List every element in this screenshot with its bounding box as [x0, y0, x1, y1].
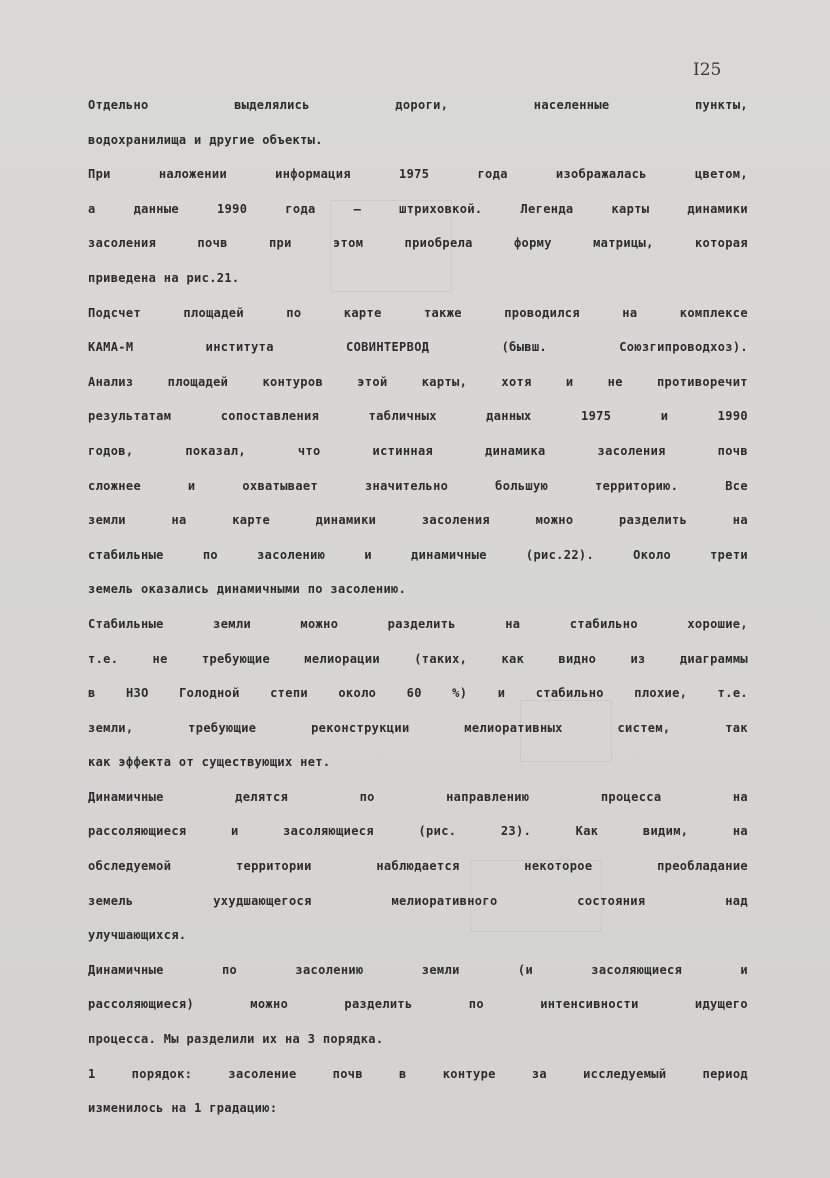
word: которая	[694, 236, 748, 251]
word: и	[230, 824, 239, 839]
word: (рис.22).	[525, 547, 595, 562]
word: идущего	[694, 997, 748, 1012]
word: цветом,	[694, 167, 748, 182]
word: почв	[332, 1066, 363, 1081]
word: приведена	[88, 270, 164, 285]
word: рассоляющиеся	[88, 824, 187, 839]
word: и	[364, 547, 372, 562]
word: территорию.	[595, 478, 679, 493]
word: большую	[495, 478, 549, 493]
word: рассоляющиеся)	[88, 997, 195, 1012]
word: период	[702, 1066, 748, 1081]
word: засоления	[597, 443, 666, 458]
word: на	[622, 305, 638, 320]
word: института	[205, 340, 274, 355]
text-line	[88, 267, 748, 302]
word: карте	[343, 305, 382, 320]
word: в	[88, 686, 96, 701]
word: не	[152, 651, 168, 666]
word: Стабильные	[88, 616, 164, 631]
word: Динамичные	[88, 962, 164, 977]
word: можно	[300, 616, 339, 631]
word: состояния	[577, 893, 646, 908]
word: данных	[486, 409, 532, 424]
text-line	[88, 198, 748, 233]
word: при	[268, 236, 292, 251]
word: засоления	[88, 236, 157, 251]
word: некоторое	[524, 859, 593, 874]
text-line	[88, 475, 748, 510]
word: СОВИНТЕРВОД	[346, 340, 430, 355]
word: информация	[275, 167, 351, 182]
word: порядок:	[131, 1066, 193, 1081]
word: засоляющиеся	[591, 962, 683, 977]
word: требующие	[201, 651, 271, 666]
text-line	[88, 751, 748, 786]
word: так	[725, 720, 748, 735]
word: можно	[250, 997, 289, 1012]
text-line	[88, 94, 748, 129]
word: их	[262, 1032, 285, 1047]
word: (рис.	[418, 824, 457, 839]
word: результатам	[88, 409, 172, 424]
word: приобрела	[404, 236, 473, 251]
word: эффекта	[118, 755, 179, 770]
word: 1990	[217, 201, 248, 216]
word: в	[399, 1066, 407, 1081]
word: от	[178, 755, 202, 770]
word: 1975	[399, 167, 430, 182]
word: динамика	[485, 443, 546, 458]
word: также	[423, 305, 462, 320]
word: градацию:	[209, 1101, 278, 1116]
word: карты,	[421, 374, 468, 389]
word: и	[565, 374, 574, 389]
word: около	[338, 686, 377, 701]
text-line	[88, 1097, 748, 1132]
word: разделить	[387, 616, 456, 631]
word: и	[497, 686, 506, 701]
word: разделить	[619, 513, 688, 528]
word: охватывает	[242, 478, 319, 493]
word: этой	[357, 374, 388, 389]
word: контуре	[442, 1066, 496, 1081]
word: карте	[232, 513, 271, 528]
word: улучшающихся.	[88, 928, 187, 943]
word: земель	[88, 582, 142, 597]
word: населенные	[533, 98, 610, 112]
word: засолению	[257, 547, 326, 562]
word: по	[286, 305, 302, 320]
word: существующих	[201, 755, 301, 770]
word: показал,	[185, 443, 246, 458]
word: по	[221, 962, 238, 977]
word: и	[187, 478, 196, 493]
word: преобладание	[657, 859, 748, 874]
text-line	[88, 578, 748, 613]
word: порядка.	[322, 1032, 384, 1047]
word: засоления	[421, 513, 490, 528]
text-line	[88, 855, 748, 890]
text-line	[88, 820, 748, 855]
word: видно	[558, 651, 597, 666]
word: как	[88, 755, 119, 770]
word: Динамичные	[88, 789, 164, 804]
word: данные	[133, 201, 180, 216]
word: засоляющиеся	[283, 824, 374, 839]
word: наложении	[158, 167, 228, 182]
word: не	[607, 374, 623, 389]
word: 1	[88, 1066, 96, 1081]
word: динамики	[687, 201, 748, 216]
word: хорошие,	[687, 616, 748, 631]
text-line	[88, 336, 748, 371]
word: наблюдается	[376, 859, 460, 874]
word: Все	[725, 478, 748, 493]
word: Союзгипроводхоз).	[619, 340, 748, 355]
word: площадей	[167, 374, 229, 389]
word: земли	[421, 962, 460, 977]
word: мелиорации	[304, 651, 380, 666]
word: территории	[235, 859, 312, 874]
word: по	[202, 547, 218, 562]
word: разделили	[186, 1032, 263, 1047]
word: на	[732, 789, 748, 804]
word: Голодной	[179, 686, 240, 701]
word: можно	[535, 513, 574, 528]
word: дороги,	[395, 98, 449, 112]
word: диаграммы	[679, 651, 748, 666]
text-line	[88, 993, 748, 1028]
word: сложнее	[88, 478, 142, 493]
word: Около	[633, 547, 672, 562]
word: процесса	[600, 789, 662, 804]
word: на	[284, 1032, 308, 1047]
text-line	[88, 232, 748, 267]
word: мелиоративного	[391, 893, 498, 908]
word: земли,	[88, 720, 134, 735]
word: требующие	[188, 720, 257, 735]
word: 60	[406, 686, 422, 701]
word: засолению	[295, 962, 364, 977]
word: степи	[270, 686, 308, 701]
word: Мы	[163, 1032, 187, 1047]
body-text	[88, 94, 748, 1132]
text-line	[88, 302, 748, 337]
word: разделить	[344, 997, 413, 1012]
word: года	[477, 167, 508, 182]
word: почв	[717, 443, 748, 458]
word: как	[501, 651, 525, 666]
word: засолению.	[330, 582, 407, 597]
word: контуров	[262, 374, 324, 389]
word: реконструкции	[311, 720, 410, 735]
word: противоречит	[656, 374, 748, 389]
word: видим,	[642, 824, 689, 839]
text-line	[88, 613, 748, 648]
text-line	[88, 786, 748, 821]
word: по	[468, 997, 484, 1012]
word: что	[297, 443, 321, 458]
page-number: I25	[693, 60, 722, 80]
word: Анализ	[88, 374, 134, 389]
word: исследуемый	[583, 1066, 667, 1081]
word: НЗО	[125, 686, 149, 701]
word: на	[732, 513, 748, 528]
word: проводился	[504, 305, 580, 320]
word: (бывш.	[501, 340, 548, 355]
word: земли	[88, 513, 126, 528]
word: на	[163, 270, 187, 285]
word: мелиоративных	[464, 720, 563, 735]
word: и	[740, 962, 748, 977]
text-line	[88, 924, 748, 959]
word: ухудшающегося	[213, 893, 312, 908]
word: из	[630, 651, 646, 666]
word: %)	[452, 686, 468, 701]
text-line	[88, 1028, 748, 1063]
word: объекты.	[262, 132, 323, 147]
word: динамики	[315, 513, 377, 528]
word: Отдельно	[88, 98, 149, 112]
word: засоление	[228, 1066, 297, 1081]
word: выделялись	[234, 98, 310, 112]
word: года	[285, 201, 316, 216]
word: матрицы,	[593, 236, 654, 251]
word: годов,	[88, 443, 134, 458]
word: изменилось	[88, 1101, 172, 1116]
text-line	[88, 544, 748, 579]
word: а	[88, 201, 96, 216]
word: за	[531, 1066, 547, 1081]
text-line	[88, 371, 748, 406]
word: т.е.	[88, 651, 119, 666]
word: плохие,	[634, 686, 688, 701]
word: стабильно	[535, 686, 604, 701]
word: обследуемой	[88, 859, 172, 874]
word: 1	[194, 1101, 210, 1116]
word: 3	[307, 1032, 323, 1047]
word: Как	[575, 824, 599, 839]
word: земли	[213, 616, 252, 631]
word: над	[725, 893, 748, 908]
word: (таких,	[414, 651, 468, 666]
word: этом	[332, 236, 364, 251]
word: 23).	[500, 824, 532, 839]
text-line	[88, 509, 748, 544]
word: динамичные	[411, 547, 487, 562]
word: изображалась	[555, 167, 647, 182]
word: на	[171, 1101, 195, 1116]
word: и	[660, 409, 669, 424]
word: почв	[197, 236, 228, 251]
word: Легенда	[520, 201, 574, 216]
text-line	[88, 959, 748, 994]
word: штриховкой.	[399, 201, 483, 216]
word: интенсивности	[540, 997, 639, 1012]
word: на	[505, 616, 521, 631]
word: При	[88, 167, 111, 182]
word: КАМА-М	[88, 340, 134, 355]
text-line	[88, 440, 748, 475]
word: значительно	[364, 478, 449, 493]
word: –	[353, 201, 362, 216]
word: хотя	[501, 374, 532, 389]
word: по	[359, 789, 375, 804]
word: пункты,	[694, 98, 748, 112]
word: форму	[513, 236, 552, 251]
word: динамичными	[216, 582, 308, 597]
text-line	[88, 682, 748, 717]
text-line	[88, 163, 748, 198]
word: делятся	[235, 789, 289, 804]
text-line	[88, 648, 748, 683]
word: табличных	[368, 409, 437, 424]
text-line	[88, 1063, 748, 1098]
word: другие	[209, 132, 263, 147]
word: на	[171, 513, 187, 528]
word: площадей	[183, 305, 244, 320]
word: трети	[710, 547, 748, 562]
text-line	[88, 129, 748, 164]
word: направлению	[446, 789, 530, 804]
word: нет.	[300, 755, 331, 770]
word: комплексе	[679, 305, 748, 320]
word: рис.21.	[186, 270, 240, 285]
word: на	[732, 824, 748, 839]
word: по	[307, 582, 331, 597]
word: водохранилища	[88, 132, 195, 147]
word: и	[194, 132, 210, 147]
word: (и	[517, 962, 534, 977]
word: оказались	[141, 582, 217, 597]
word: процесса.	[88, 1032, 164, 1047]
word: стабильно	[569, 616, 638, 631]
word: т.е.	[717, 686, 748, 701]
word: стабильные	[88, 547, 164, 562]
word: истинная	[372, 443, 434, 458]
word: систем,	[617, 720, 671, 735]
word: 1975	[581, 409, 612, 424]
word: сопоставления	[220, 409, 320, 424]
text-line	[88, 717, 748, 752]
text-line	[88, 890, 748, 925]
word: земель	[88, 893, 134, 908]
word: 1990	[717, 409, 748, 424]
word: карты	[611, 201, 650, 216]
word: Подсчет	[88, 305, 142, 320]
text-line	[88, 405, 748, 440]
